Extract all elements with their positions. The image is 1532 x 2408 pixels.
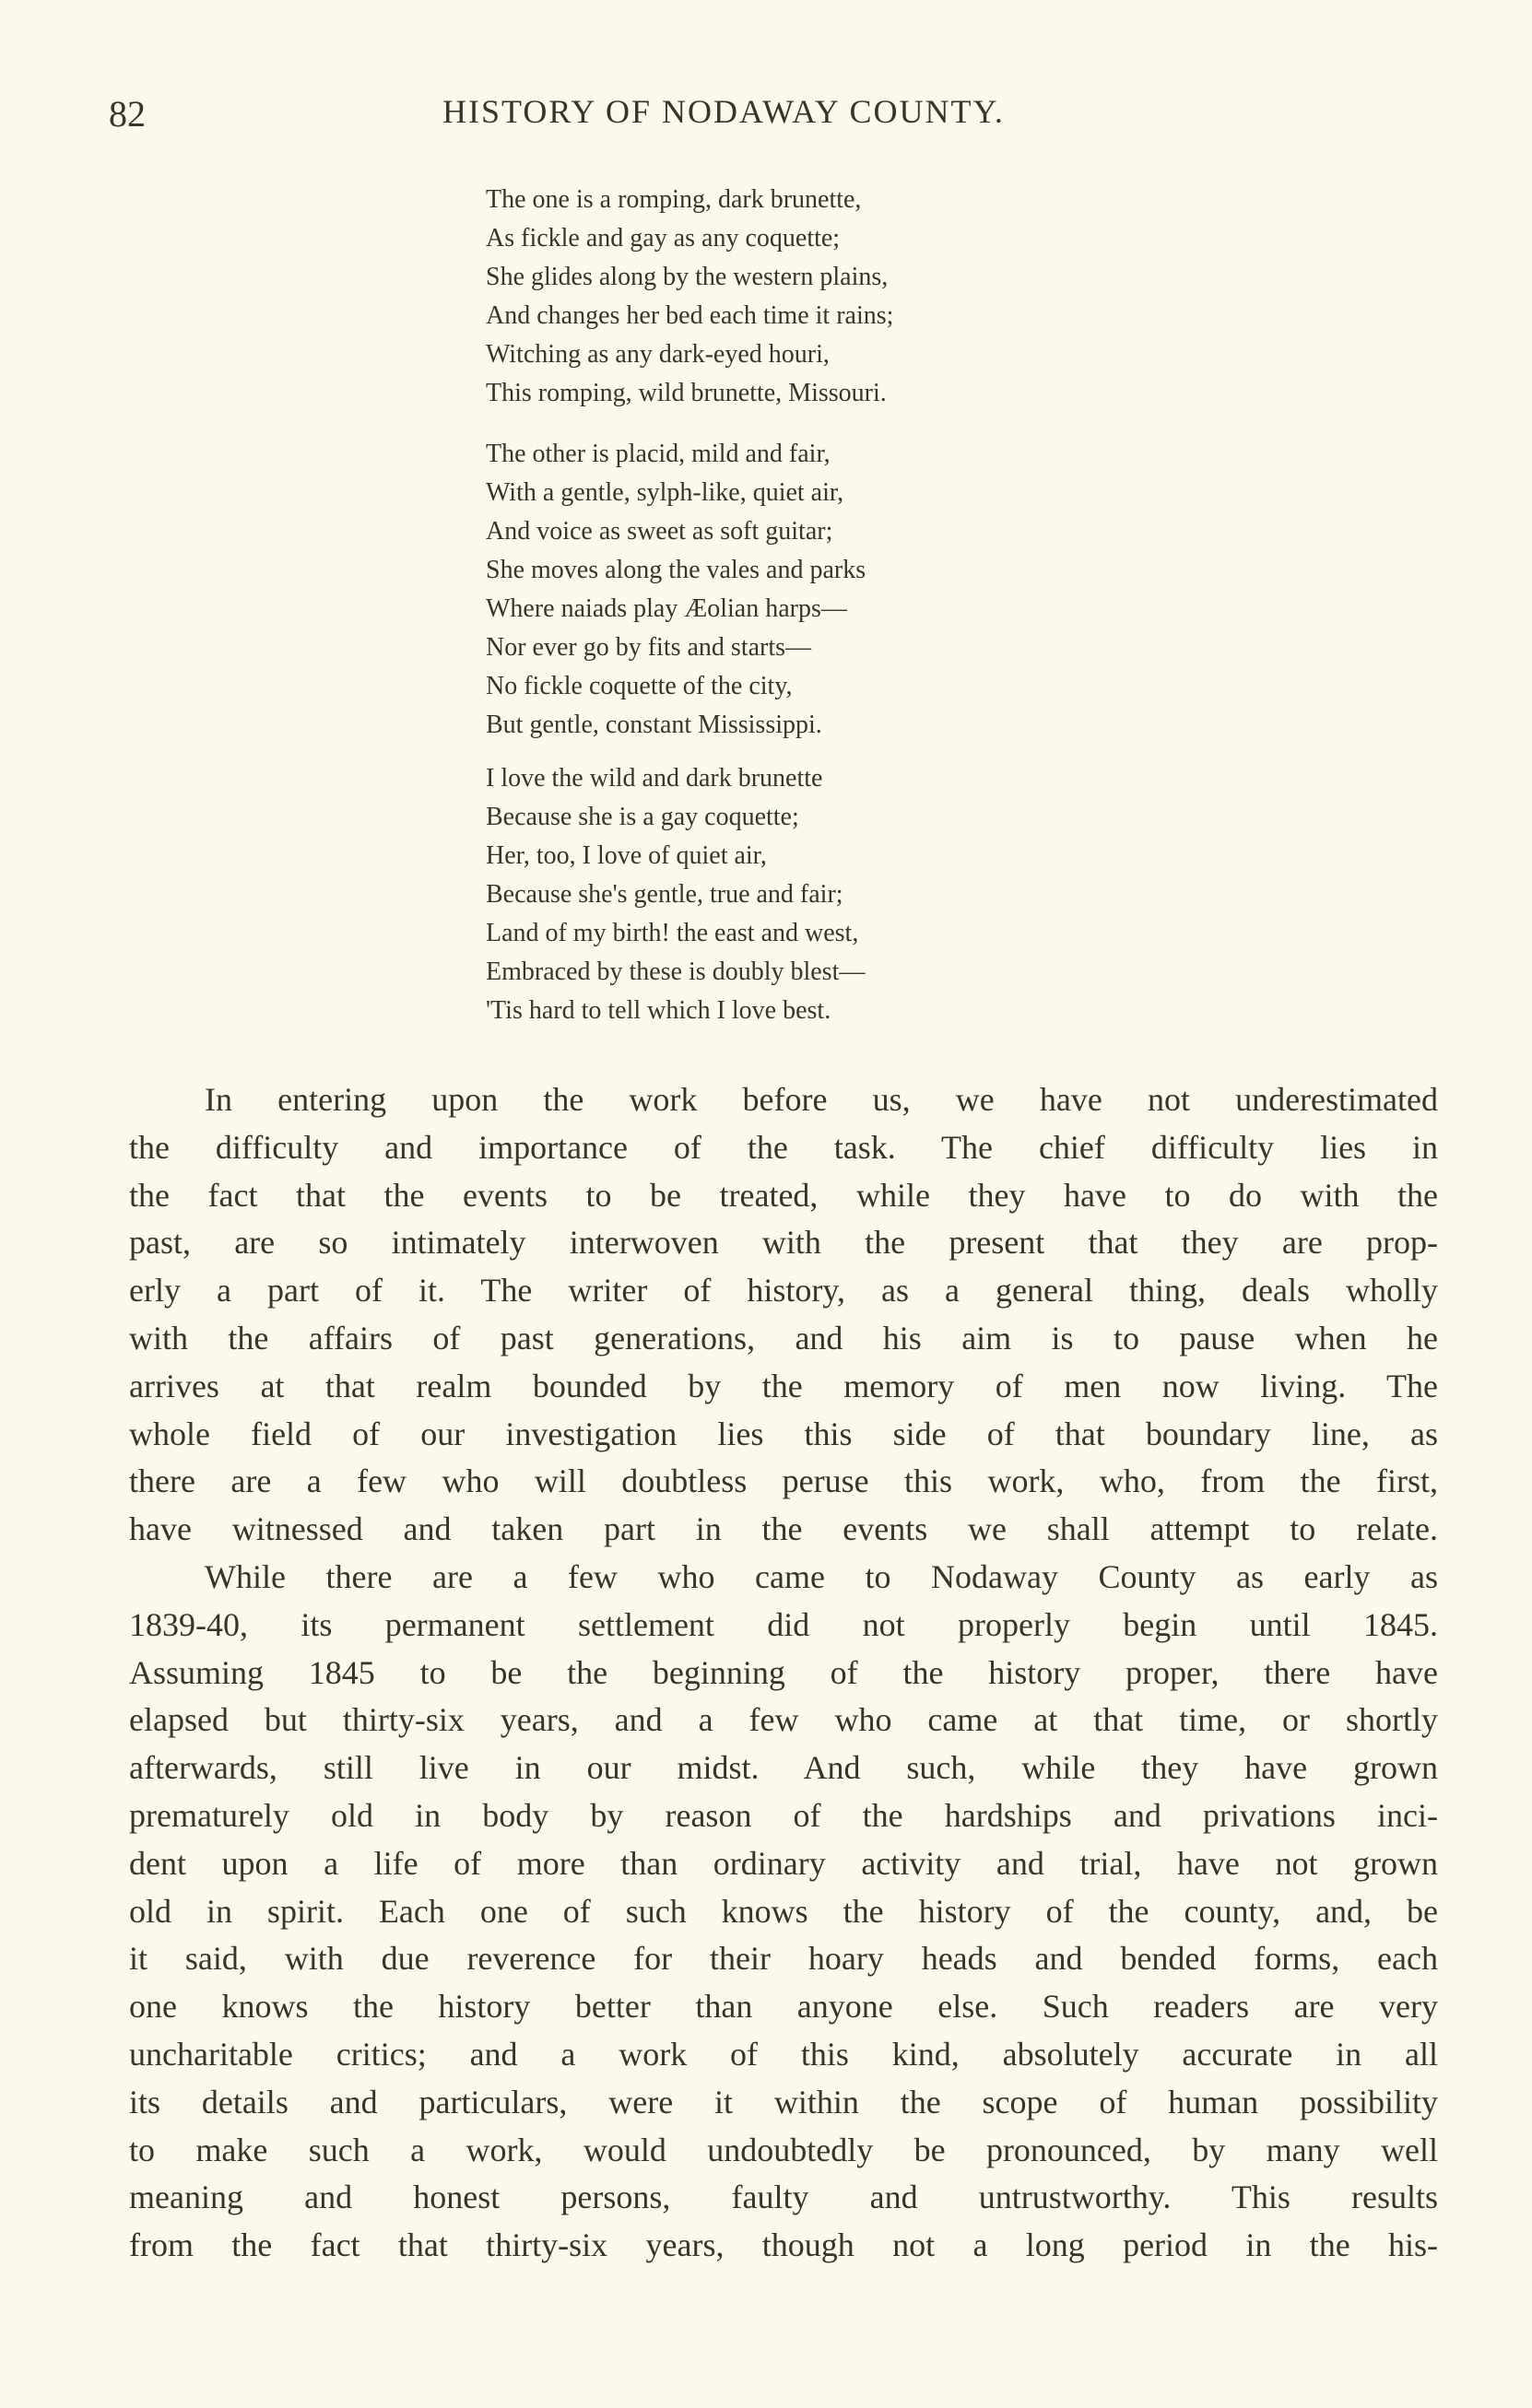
text-line: afterwards, still live in our midst. And such, while they have grown [129,1749,1438,1787]
text-line: one knows the history better than anyone else. Such readers are very [129,1988,1438,2026]
poem-line: With a gentle, sylph-like, quiet air, [486,478,844,507]
prose-body [129,1076,1438,2270]
text-line: erly a part of it. The writer of history, as a general thing, deals wholly [129,1272,1438,1310]
poem-line: This romping, wild brunette, Missouri. [486,379,887,407]
text-line: have witnessed and taken part in the events we shall attempt to relate. [129,1510,1438,1548]
text-line: arrives at that realm bounded by the memory of men now living. The [129,1367,1438,1404]
text-line: In entering upon the work before us, we have not underestimated [205,1081,1438,1118]
poem-line: Because she is a gay coquette; [486,803,799,831]
text-line: there are a few who will doubtless peruse this work, who, from the first, [129,1462,1438,1500]
poem-line: Embraced by these is doubly blest— [486,957,866,986]
text-line: whole field of our investigation lies this side of that boundary line, as [129,1415,1438,1452]
poem-line: And changes her bed each time it rains; [486,301,894,330]
poem-line: Nor ever go by fits and starts— [486,633,812,662]
poem-line: The one is a romping, dark brunette, [486,185,862,214]
text-line: the difficulty and importance of the task. The chief difficulty lies in [129,1128,1438,1166]
running-head: HISTORY OF NODAWAY COUNTY. [442,93,1005,130]
text-line: from the fact that thirty-six years, though not a long period in the his- [129,2226,1438,2264]
poem-line: The other is placid, mild and fair, [486,440,831,468]
text-line: 1839-40, its permanent settlement did not properly begin until 1845. [129,1605,1438,1643]
text-line: Assuming 1845 to be the beginning of the history proper, there have [129,1653,1438,1691]
text-line: While there are a few who came to Nodaway County as early as [205,1557,1438,1595]
paragraph [129,1554,1438,2270]
poem-line: As fickle and gay as any coquette; [486,224,841,253]
poem-line: She moves along the vales and parks [486,556,866,584]
poem-stanza [486,181,893,413]
poem-stanza [486,759,865,1030]
poem-line: Her, too, I love of quiet air, [486,841,767,870]
poem-line: No fickle coquette of the city, [486,672,793,700]
text-line: old in spirit. Each one of such knows the history of the county, and, be [129,1892,1438,1930]
poem-line: 'Tis hard to tell which I love best. [486,996,831,1025]
text-line: the fact that the events to be treated, while they have to do with the [129,1176,1438,1214]
poem-line: And voice as sweet as soft guitar; [486,517,833,546]
text-line: its details and particulars, were it within the scope of human possibility [129,2083,1438,2120]
paragraph [129,1076,1438,1554]
text-line: elapsed but thirty-six years, and a few who came at that time, or shortly [129,1701,1438,1739]
poem-line: I love the wild and dark brunette [486,764,823,793]
poem-line: But gentle, constant Mississippi. [486,711,822,739]
poem-line: Because she's gentle, true and fair; [486,880,843,909]
text-line: uncharitable critics; and a work of this kind, absolutely accurate in all [129,2035,1438,2073]
poem-line: Witching as any dark-eyed houri, [486,340,830,369]
page-number: 82 [109,93,146,135]
text-line: it said, with due reverence for their hoary heads and bended forms, each [129,1940,1438,1978]
poem-line: Land of my birth! the east and west, [486,919,859,947]
poem-line: Where naiads play Æolian harps— [486,594,847,623]
text-line: to make such a work, would undoubtedly be pronounced, by many well [129,2131,1438,2168]
text-line: with the affairs of past generations, and his aim is to pause when he [129,1319,1438,1357]
text-line: past, are so intimately interwoven with the present that they are prop- [129,1224,1438,1262]
poem-line: She glides along by the western plains, [486,263,889,291]
text-line: prematurely old in body by reason of the hardships and privations inci- [129,1796,1438,1834]
text-line: dent upon a life of more than ordinary activity and trial, have not grown [129,1844,1438,1882]
text-line: meaning and honest persons, faulty and untrustworthy. This results [129,2179,1438,2216]
poem-stanza [486,435,866,745]
